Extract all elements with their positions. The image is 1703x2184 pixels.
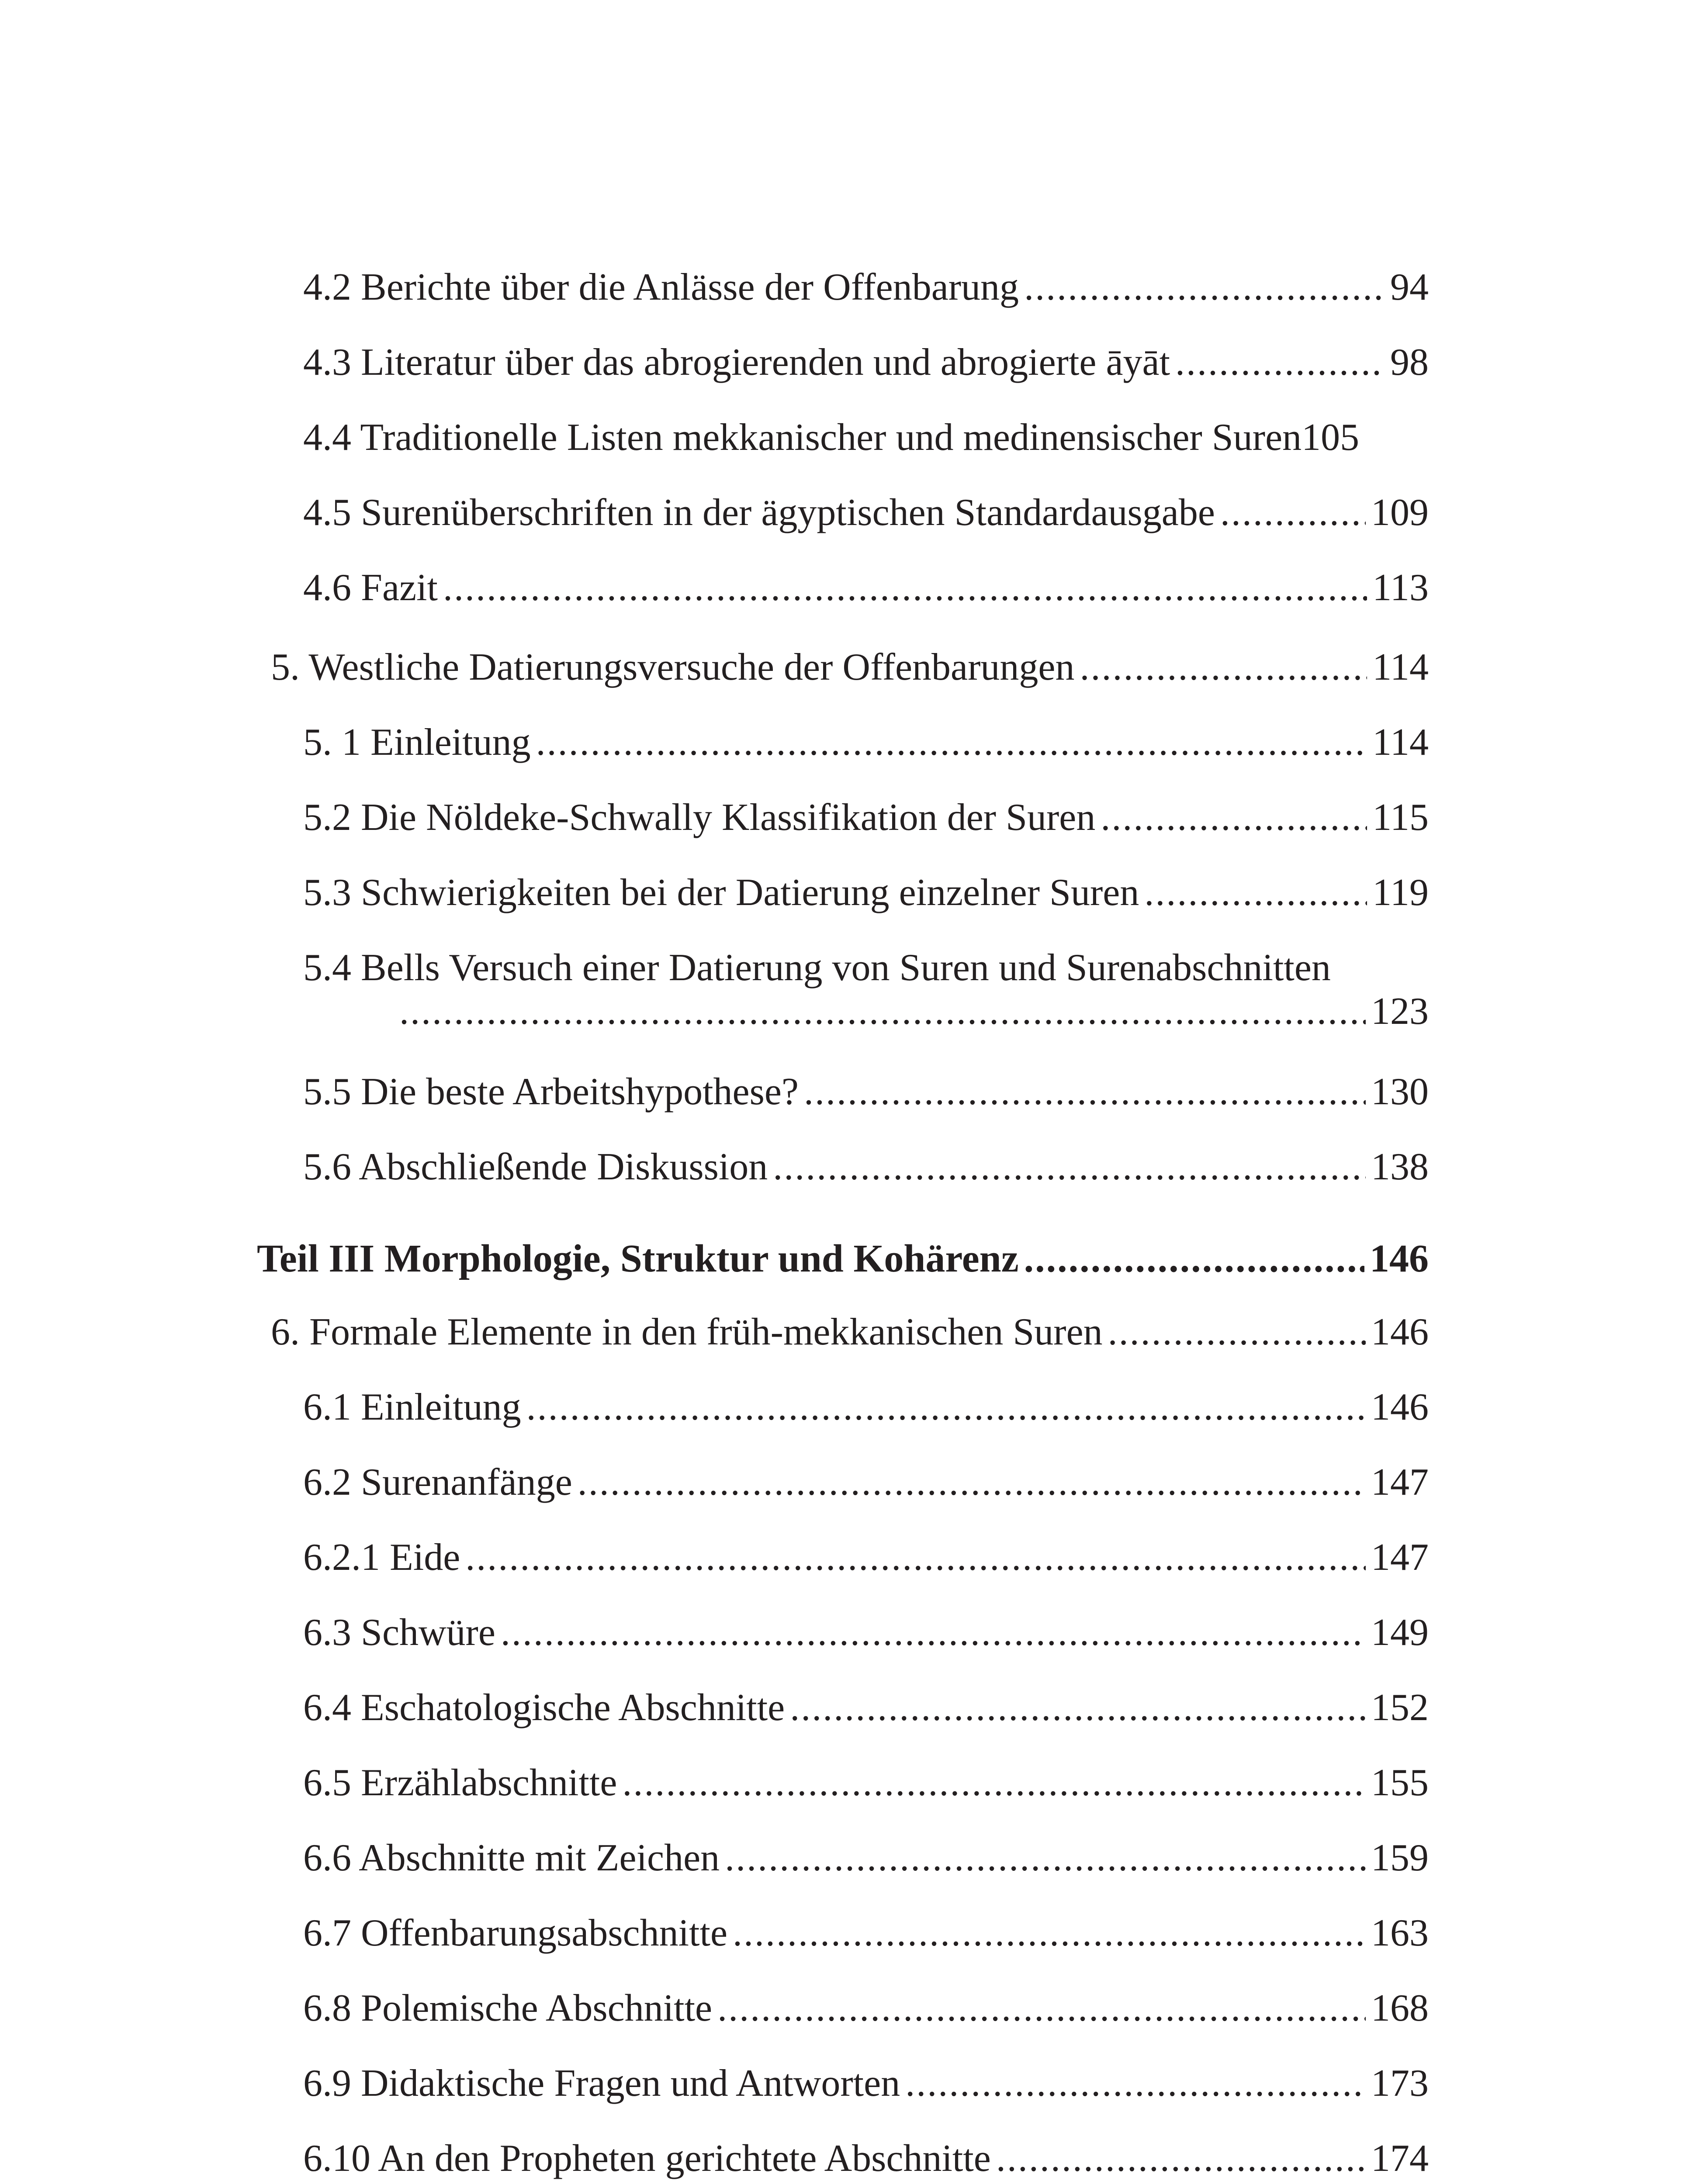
dot-leader (578, 1456, 1366, 1509)
toc-entry-page: 155 (1371, 1762, 1429, 1804)
toc-entry-6-1 (303, 1381, 1429, 1434)
toc-entry-label: 5.4 Bells Versuch einer Datierung von Suren und Surenabschnitten (303, 947, 1331, 989)
toc-entry-label: 6.3 Schwüre (303, 1611, 495, 1654)
toc-entry-continuation (303, 990, 1429, 1033)
dot-leader (733, 1907, 1366, 1959)
toc-entry-4-5 (303, 487, 1429, 539)
toc-entry-6-6 (303, 1832, 1429, 1884)
toc-entry-label: 6.9 Didaktische Fragen und Antworten (303, 2062, 900, 2105)
toc-entry-label: 4.4 Traditionelle Listen mekkanischer und medinensischer Suren (303, 416, 1302, 459)
toc-entry-4-3 (303, 336, 1429, 389)
toc-chapter-6 (271, 1306, 1429, 1358)
dot-leader (1144, 867, 1367, 919)
toc-entry-page: 113 (1372, 567, 1429, 609)
dot-leader (1101, 791, 1367, 844)
toc-entry-label: 4.6 Fazit (303, 567, 438, 609)
toc-entry-page: 149 (1371, 1611, 1429, 1654)
toc-entry-page: 159 (1371, 1837, 1429, 1879)
toc-entry-label: 5.2 Die Nöldeke-Schwally Klassifikation der Suren (303, 796, 1096, 839)
toc-entry-page: 109 (1371, 491, 1429, 534)
dot-leader (622, 1757, 1366, 1809)
dot-leader (1108, 1306, 1366, 1358)
toc-entry-label: 6.10 An den Propheten gerichtete Abschnitte (303, 2137, 991, 2180)
toc-entry-label: 6. Formale Elemente in den früh-mekkanischen Suren (271, 1311, 1103, 1353)
toc-entry-label: 6.2 Surenanfänge (303, 1461, 572, 1503)
dot-leader (1080, 641, 1367, 694)
toc-entry-5-2 (303, 791, 1429, 844)
toc-entry-page: 138 (1371, 1146, 1429, 1188)
toc-entry-6-5 (303, 1757, 1429, 1809)
dot-leader (1024, 1233, 1364, 1285)
toc-entry-label: 6.5 Erzählabschnitte (303, 1762, 617, 1804)
toc-entry-5-4 (303, 946, 1429, 1033)
dot-leader (773, 1141, 1366, 1193)
toc-entry-page: 146 (1371, 1386, 1429, 1428)
toc-entry-label: 6.1 Einleitung (303, 1386, 521, 1428)
toc-entry-6-3 (303, 1607, 1429, 1659)
toc-entry-page: 94 (1390, 266, 1429, 308)
toc-entry-page: 168 (1371, 1987, 1429, 2029)
toc-entry-label: 5. 1 Einleitung (303, 721, 531, 764)
toc-entry-label: 6.4 Eschatologische Abschnitte (303, 1686, 785, 1729)
dot-leader (399, 990, 1366, 1033)
toc-entry-label: 5.3 Schwierigkeiten bei der Datierung einzelner Suren (303, 871, 1139, 914)
toc-entry-page: 173 (1371, 2062, 1429, 2105)
toc-entry-6-10 (303, 2132, 1429, 2184)
toc-entry-page: 147 (1371, 1536, 1429, 1579)
toc-entry-page: 146 (1370, 1237, 1429, 1280)
toc-entry-4-2 (303, 261, 1429, 314)
toc-entry-4-4 (303, 411, 1429, 464)
toc-part-label: Teil III Morphologie, Struktur und Kohärenz (257, 1237, 1019, 1280)
toc-part-3 (257, 1233, 1429, 1285)
toc-entry-6-2-1 (303, 1531, 1429, 1584)
toc-entry-page: 105 (1301, 416, 1360, 459)
toc-entry-label: 5.5 Die beste Arbeitshypothese? (303, 1071, 799, 1113)
toc-entry-6-8 (303, 1982, 1429, 2035)
toc-entry-label: 6.7 Offenbarungsabschnitte (303, 1912, 728, 1954)
toc-entry-label: 5.6 Abschließende Diskussion (303, 1146, 768, 1188)
dot-leader (725, 1832, 1366, 1884)
toc-entry-page: 130 (1371, 1071, 1429, 1113)
toc-entry-5-6 (303, 1141, 1429, 1193)
dot-leader (443, 562, 1367, 614)
dot-leader (465, 1531, 1366, 1584)
dot-leader (996, 2132, 1366, 2184)
toc-entry-4-6 (303, 562, 1429, 614)
toc-entry-label: 6.2.1 Eide (303, 1536, 460, 1579)
toc-entry-6-4 (303, 1682, 1429, 1734)
toc-entry-page: 152 (1371, 1686, 1429, 1729)
toc-entry-page: 114 (1372, 646, 1429, 688)
dot-leader (501, 1607, 1366, 1659)
toc-entry-page: 114 (1372, 721, 1429, 764)
toc-entry-label: 4.5 Surenüberschriften in der ägyptischen Standardausgabe (303, 491, 1215, 534)
dot-leader (790, 1682, 1366, 1734)
toc-entry-5-1 (303, 716, 1429, 769)
dot-leader (1220, 487, 1366, 539)
toc-entry-6-2 (303, 1456, 1429, 1509)
toc-entry-page: 174 (1371, 2137, 1429, 2180)
toc-entry-page: 147 (1371, 1461, 1429, 1503)
toc-entry-label: 4.3 Literatur über das abrogierenden und abrogierte āyāt (303, 341, 1170, 384)
dot-leader (1175, 336, 1385, 389)
toc-entry-page: 163 (1371, 1912, 1429, 1954)
toc-entry-label: 4.2 Berichte über die Anlässe der Offenbarung (303, 266, 1019, 308)
dot-leader (526, 1381, 1366, 1434)
toc-entry-6-9 (303, 2057, 1429, 2110)
dot-leader (536, 716, 1367, 769)
toc-entry-page: 123 (1371, 990, 1429, 1033)
toc-entry-label: 5. Westliche Datierungsversuche der Offenbarungen (271, 646, 1075, 688)
toc-entry-page: 119 (1372, 871, 1429, 914)
dot-leader (717, 1982, 1366, 2035)
toc-chapter-5 (271, 641, 1429, 694)
toc-entry-label: 6.6 Abschnitte mit Zeichen (303, 1837, 720, 1879)
dot-leader (1024, 261, 1385, 314)
toc-entry-5-5 (303, 1066, 1429, 1118)
toc-entry-5-3 (303, 867, 1429, 919)
toc-entry-label: 6.8 Polemische Abschnitte (303, 1987, 713, 2029)
toc-entry-page: 146 (1371, 1311, 1429, 1353)
dot-leader (905, 2057, 1366, 2110)
toc-entry-page: 98 (1390, 341, 1429, 384)
toc-entry-page: 115 (1372, 796, 1429, 839)
dot-leader (804, 1066, 1366, 1118)
toc-entry-6-7 (303, 1907, 1429, 1959)
